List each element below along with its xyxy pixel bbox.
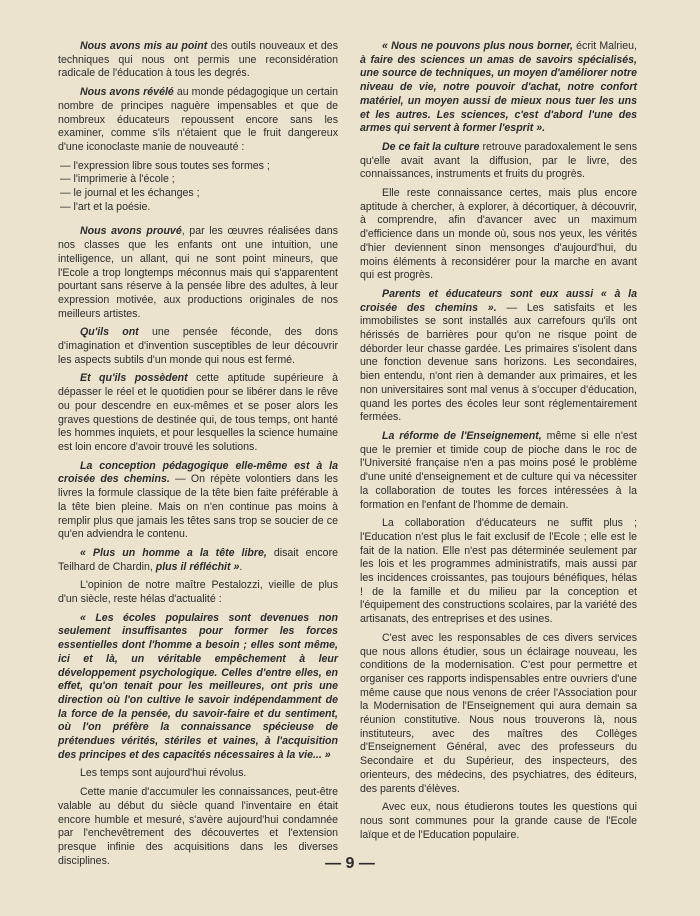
paragraph: La réforme de l'Enseignement, même si elle n'est que le premier et timide coup de pioche dans le roc de l'Université française n'en a pas moins posé le problème d'une unité d'enseignement et de culture qui va nécessiter la collaboration de toutes les forces intéressées à la formation en l'enfant de l'homme de demain. (360, 429, 637, 511)
paragraph: De ce fait la culture retrouve paradoxalement le sens qu'elle avait avant la diffusion, par le livre, des connaissances, instruments et fruits du progrès. (360, 140, 637, 181)
paragraph: Avec eux, nous étudierons toutes les questions qui nous sont communes pour la grande cause de l'Ecole laïque et de l'Education populaire. (360, 801, 637, 841)
paragraph: Qu'ils ont une pensée féconde, des dons d'imagination et d'invention susceptibles de leur découvrir les aspects subtils d'un monde qui nous est fermé. (58, 326, 338, 366)
paragraph: La collaboration d'éducateurs ne suffit plus ; l'Education n'est plus le fait exclusif de l'Ecole ; elle est le fait de la nation. Elle n'est pas déterminée seulement par les lois et les programmes administratifs, mais aussi par les incidences croissantes, pas toujours bénéfiques, hélas ! de la famille et du milieu par la conception et l'équipement des constructions scolaires, par la variété des artisanats, des entreprises et des usines. (360, 517, 638, 626)
paragraph: Cette manie d'accumuler les connaissances, peut-être valable au début du siècle quand l'inventaire en était encore humble et mesuré, s'avère aujourd'hui condamnée par l'enchevêtrement des découvertes et l'extension presque infinie des acquisitions dans les diverses disciplines. (58, 786, 338, 867)
paragraph: L'opinion de notre maître Pestalozzi, vieille de plus d'un siècle, reste hélas d'actualité : (58, 579, 338, 606)
list-item: — l'art et la poésie. (60, 200, 151, 213)
paragraph: La conception pédagogique elle-même est à la croisée des chemins. — On répète volontiers dans les livres la formule classique de la tête bien faite préférable à la tête bien pleine. Mais on n'en continue pas moins à remplir plus que jamais les têtes sans trop se soucier de ce qu'en adviendra le contenu. (58, 459, 338, 541)
page-number: — 9 — (325, 855, 375, 872)
left-column (58, 40, 338, 873)
paragraph: Elle reste connaissance certes, mais plus encore aptitude à chercher, à explorer, à décortiquer, à découvrir, à comprendre, afin d'avancer avec un maximum d'efficience dans un monde où, sous nos yeux, les vérités d'hier deviennent sinon mensonges d'aujourd'hui, du moins éléments à reconsidérer pour la marche en avant qui est progrès. (360, 187, 637, 282)
paragraph: Nous avons mis au point des outils nouveaux et des techniques qui nous ont permis une reconsidération radicale de l'éducation à tous les degrés. (58, 40, 338, 80)
paragraph: Nous avons révélé au monde pédagogique un certain nombre de principes naguère impensables et que de nombreux éducateurs repoussent encore sans les examiner, comme s'ils n'étaient que le fruit dangereux d'une iconoclaste manie de nouveauté : (58, 86, 339, 153)
list-item: — le journal et les échanges ; (60, 187, 200, 200)
paragraph: « Plus un homme a la tête libre, disait encore Teilhard de Chardin, plus il réfléchit ». (58, 546, 338, 573)
paragraph: Les temps sont aujourd'hui révolus. (80, 767, 247, 780)
pestalozzi-quote: « Les écoles populaires sont devenues non seulement insuffisantes pour former les forces essentielles dont l'homme a besoin ; elles sont même, ici et là, un véritable empêchement à leur développement psychologique. Celles d'entre elles, en effet, qu'on tenait pour les meilleures, ont pris une direction où l'on cultive le savoir indépendamment de la force de la pensée, du savoir-faire et du sentiment, où l'on préfère la connaissance spécieuse de prétendues vérités, stériles et vaines, à l'acquisition des principes et des capacités nécessaires à la vie... » (58, 611, 338, 761)
innovation-list (58, 160, 338, 215)
paragraph: Et qu'ils possèdent cette aptitude supérieure à dépasser le réel et le quotidien pour se libérer dans le rêve ou pour descendre en eux-mêmes et se poser alors les graves questions de destinée qui, de tous temps, ont hanté les hommes inquiets, et pour lesquelles la science humaine est loin encore d'avoir trouvé les solutions. (58, 372, 338, 453)
paragraph: « Nous ne pouvons plus nous borner, écrit Malrieu, à faire des sciences un amas de savoirs spécialisés, une source de techniques, un moyen d'améliorer notre niveau de vie, notre pouvoir d'achat, notre confort matériel, un moyen aussi de mieux nous tuer les uns et les autres. Les sciences, c'est d'abord l'une des armes qui servent à former l'esprit ». (360, 40, 638, 135)
right-column (360, 40, 637, 847)
paragraph: Parents et éducateurs sont eux aussi « à la croisée des chemins ». — Les satisfaits et les immobilistes se sont installés aux carrefours qu'ils ont hérissés de barrières pour qu'on ne risque point de déborder leur chasse gardée. Les primaires s'isolent dans une fonction devenue sans horizons. Les secondaires, bien entendu, n'ont rien à demander aux primaires, et les non universitaires sont mal venus à s'occuper d'éducation, quand les portes des écoles leur sont réglementairement fermées. (360, 287, 637, 424)
list-item: — l'imprimerie à l'école ; (60, 173, 175, 186)
list-item: — l'expression libre sous toutes ses formes ; (60, 159, 270, 172)
paragraph: C'est avec les responsables de ces divers services que nous allons étudier, sous un éclairage nouveau, les conditions de la modernisation. C'est pour permettre et organiser ces rapports indispensables entre ouvriers d'une même cause que nous venons de créer l'Association pour la Modernisation de l'Enseignement qui aura demain sa réunion constitutive. Nous nous trouverons là, nous instituteurs, avec des maîtres des Collèges d'Enseignement Général, avec des professeurs du Secondaire et du Supérieur, des inspecteurs, des orienteurs, des médecins, des psychiatres, des éditeurs, des parents d'élèves. (360, 631, 637, 795)
paragraph: Nous avons prouvé, par les œuvres réalisées dans nos classes que les enfants ont une intuition, une intelligence, un allant, qui ne sont point mineurs, que l'Ecole a trop longtemps méconnus mais qui s'apparentent pourtant sans réserve à la pensée libre des adultes, à leur expression motivée, aux productions originales de nos meilleurs artistes. (58, 225, 338, 320)
